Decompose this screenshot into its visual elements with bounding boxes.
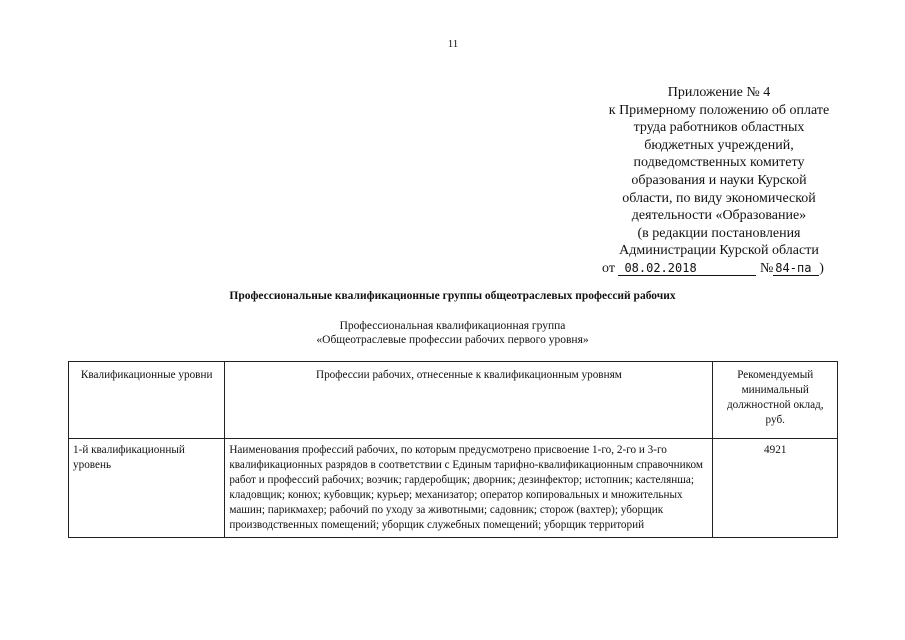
qualification-table	[68, 361, 838, 538]
appendix-line: образования и науки Курской	[631, 172, 807, 188]
appendix-line: труда работников областных	[633, 120, 805, 136]
header-level	[69, 362, 225, 439]
appendix-line: (в редакции постановления	[637, 225, 801, 241]
appendix-line: области, по виду экономической	[622, 190, 816, 206]
appendix-line: подведомственных комитету	[633, 155, 805, 171]
header-professions-text: Профессии рабочих, отнесенные к квалификационным уровням	[315, 369, 622, 381]
number-label: №	[759, 260, 774, 276]
table-row	[69, 439, 838, 538]
appendix-line: Приложение № 4	[667, 85, 771, 100]
group-title-line1: Профессиональная квалификационная группа	[339, 320, 566, 332]
cell-salary: 4921	[713, 439, 838, 538]
appendix-line: к Примерному положению об оплате	[608, 102, 830, 118]
resolution-reference	[588, 260, 850, 278]
resolution-date: 08.02.2018	[618, 261, 756, 276]
appendix-line: деятельности «Образование»	[631, 208, 807, 224]
appendix-line: бюджетных учреждений,	[644, 137, 794, 153]
group-title	[0, 319, 905, 347]
from-label: от	[602, 260, 615, 276]
appendix-line: Администрации Курской области	[619, 243, 819, 259]
document-title: Профессиональные квалификационные группы общеотраслевых профессий рабочих	[229, 290, 676, 302]
cell-professions: Наименования профессий рабочих, по которым предусмотрено присвоение 1-го, 2-го и 3-го квалификационных разрядов в соответствии с Единым тарифно-квалификационным справочником работ и профессий рабочих; возчик; гардеробщик; дворник; дезинфектор; истопник; кастелянша; кладовщик; конюх; кубовщик; курьер; механизатор; оператор копировальных и множительных машин; парикмахер; рабочий по уходу за животными; садовник; сторож (вахтер); уборщик производственных помещений; уборщик служебных помещений; уборщик территорий	[225, 439, 713, 538]
resolution-number: 84-па	[773, 261, 819, 276]
header-salary-text: Рекомендуемый минимальный должностной оклад, руб.	[726, 369, 824, 426]
cell-level: 1-й квалификационный уровень	[69, 439, 225, 538]
table-header-row	[69, 362, 838, 439]
appendix-block	[588, 84, 850, 278]
header-level-text: Квалификационные уровни	[80, 369, 213, 381]
header-professions	[225, 362, 713, 439]
close-paren: )	[819, 260, 824, 276]
group-title-line2: «Общеотраслевые профессии рабочих первого уровня»	[316, 334, 589, 346]
page-number: 11	[447, 38, 459, 50]
header-salary	[713, 362, 838, 439]
